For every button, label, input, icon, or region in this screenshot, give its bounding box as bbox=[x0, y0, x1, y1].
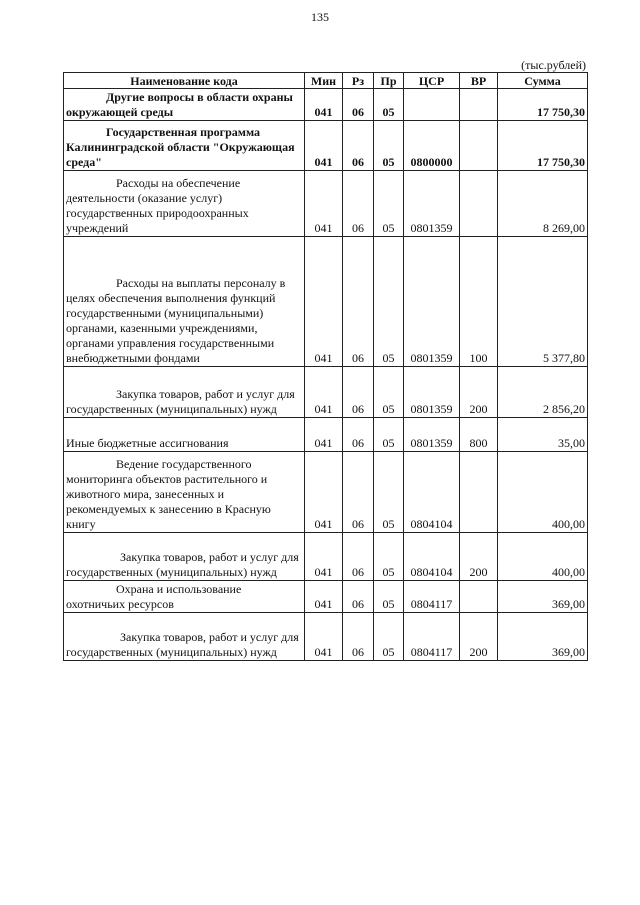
col-header-vr: ВР bbox=[460, 73, 498, 89]
row-csr: 0800000 bbox=[404, 121, 460, 171]
row-sum: 17 750,30 bbox=[498, 121, 588, 171]
row-csr bbox=[404, 89, 460, 121]
row-pr: 05 bbox=[374, 581, 404, 613]
row-rz: 06 bbox=[343, 613, 374, 661]
row-name: Закупка товаров, работ и услуг для государственных (муниципальных) нужд bbox=[64, 533, 305, 581]
row-name: Закупка товаров, работ и услуг для государственных (муниципальных) нужд bbox=[64, 367, 305, 418]
row-sum: 17 750,30 bbox=[498, 89, 588, 121]
table-row bbox=[64, 367, 588, 418]
row-vr: 200 bbox=[460, 533, 498, 581]
col-header-rz: Рз bbox=[343, 73, 374, 89]
row-rz: 06 bbox=[343, 452, 374, 533]
row-sum: 8 269,00 bbox=[498, 171, 588, 237]
row-min: 041 bbox=[305, 367, 343, 418]
row-rz: 06 bbox=[343, 418, 374, 452]
table-row bbox=[64, 533, 588, 581]
table-row bbox=[64, 452, 588, 533]
row-pr: 05 bbox=[374, 171, 404, 237]
row-pr: 05 bbox=[374, 418, 404, 452]
row-sum: 400,00 bbox=[498, 533, 588, 581]
row-rz: 06 bbox=[343, 581, 374, 613]
page-number: 135 bbox=[311, 10, 329, 24]
table-header-row bbox=[64, 73, 588, 89]
row-pr: 05 bbox=[374, 237, 404, 367]
col-header-min: Мин bbox=[305, 73, 343, 89]
row-vr bbox=[460, 121, 498, 171]
row-csr: 0804117 bbox=[404, 613, 460, 661]
table-row bbox=[64, 418, 588, 452]
row-min: 041 bbox=[305, 581, 343, 613]
row-min: 041 bbox=[305, 613, 343, 661]
row-vr: 200 bbox=[460, 613, 498, 661]
row-vr: 100 bbox=[460, 237, 498, 367]
row-pr: 05 bbox=[374, 367, 404, 418]
row-vr: 200 bbox=[460, 367, 498, 418]
row-vr bbox=[460, 171, 498, 237]
row-min: 041 bbox=[305, 89, 343, 121]
row-sum: 2 856,20 bbox=[498, 367, 588, 418]
table-row bbox=[64, 581, 588, 613]
col-header-pr: Пр bbox=[374, 73, 404, 89]
row-sum: 400,00 bbox=[498, 452, 588, 533]
row-name: Государственная программа Калининградской области "Окружающая среда" bbox=[64, 121, 305, 171]
table-row bbox=[64, 613, 588, 661]
row-min: 041 bbox=[305, 171, 343, 237]
row-vr bbox=[460, 452, 498, 533]
col-header-name: Наименование кода bbox=[64, 73, 305, 89]
row-min: 041 bbox=[305, 533, 343, 581]
row-sum: 5 377,80 bbox=[498, 237, 588, 367]
table-row bbox=[64, 89, 588, 121]
row-min: 041 bbox=[305, 121, 343, 171]
row-sum: 369,00 bbox=[498, 613, 588, 661]
row-pr: 05 bbox=[374, 452, 404, 533]
row-csr: 0804104 bbox=[404, 452, 460, 533]
budget-table bbox=[63, 72, 588, 661]
row-name: Охрана и использование охотничьих ресурсов bbox=[64, 581, 305, 613]
col-header-sum: Сумма bbox=[498, 73, 588, 89]
row-min: 041 bbox=[305, 418, 343, 452]
row-csr: 0804104 bbox=[404, 533, 460, 581]
row-name: Расходы на обеспечение деятельности (оказание услуг) государственных природоохранных учреждений bbox=[64, 171, 305, 237]
row-name: Расходы на выплаты персоналу в целях обеспечения выполнения функций государственными (муниципальными) органами, казенными учреждениями, органами управления государственными внебюджетными фондами bbox=[64, 237, 305, 367]
row-rz: 06 bbox=[343, 533, 374, 581]
row-rz: 06 bbox=[343, 121, 374, 171]
row-vr bbox=[460, 581, 498, 613]
row-pr: 05 bbox=[374, 613, 404, 661]
row-name: Другие вопросы в области охраны окружающей среды bbox=[64, 89, 305, 121]
row-pr: 05 bbox=[374, 533, 404, 581]
row-pr: 05 bbox=[374, 89, 404, 121]
col-header-csr: ЦСР bbox=[404, 73, 460, 89]
row-csr: 0801359 bbox=[404, 367, 460, 418]
table-row bbox=[64, 237, 588, 367]
row-csr: 0804117 bbox=[404, 581, 460, 613]
row-sum: 369,00 bbox=[498, 581, 588, 613]
row-rz: 06 bbox=[343, 171, 374, 237]
row-min: 041 bbox=[305, 452, 343, 533]
row-vr: 800 bbox=[460, 418, 498, 452]
row-name: Закупка товаров, работ и услуг для государственных (муниципальных) нужд bbox=[64, 613, 305, 661]
row-sum: 35,00 bbox=[498, 418, 588, 452]
row-rz: 06 bbox=[343, 89, 374, 121]
row-csr: 0801359 bbox=[404, 237, 460, 367]
row-rz: 06 bbox=[343, 237, 374, 367]
row-csr: 0801359 bbox=[404, 171, 460, 237]
units-label: (тыс.рублей) bbox=[521, 58, 586, 72]
row-min: 041 bbox=[305, 237, 343, 367]
row-pr: 05 bbox=[374, 121, 404, 171]
table-row bbox=[64, 121, 588, 171]
row-name: Иные бюджетные ассигнования bbox=[64, 418, 305, 452]
row-name: Ведение государственного мониторинга объектов растительного и животного мира, занесенных и рекомендуемых к занесению в Красную книгу bbox=[64, 452, 305, 533]
row-csr: 0801359 bbox=[404, 418, 460, 452]
row-rz: 06 bbox=[343, 367, 374, 418]
table-row bbox=[64, 171, 588, 237]
row-vr bbox=[460, 89, 498, 121]
